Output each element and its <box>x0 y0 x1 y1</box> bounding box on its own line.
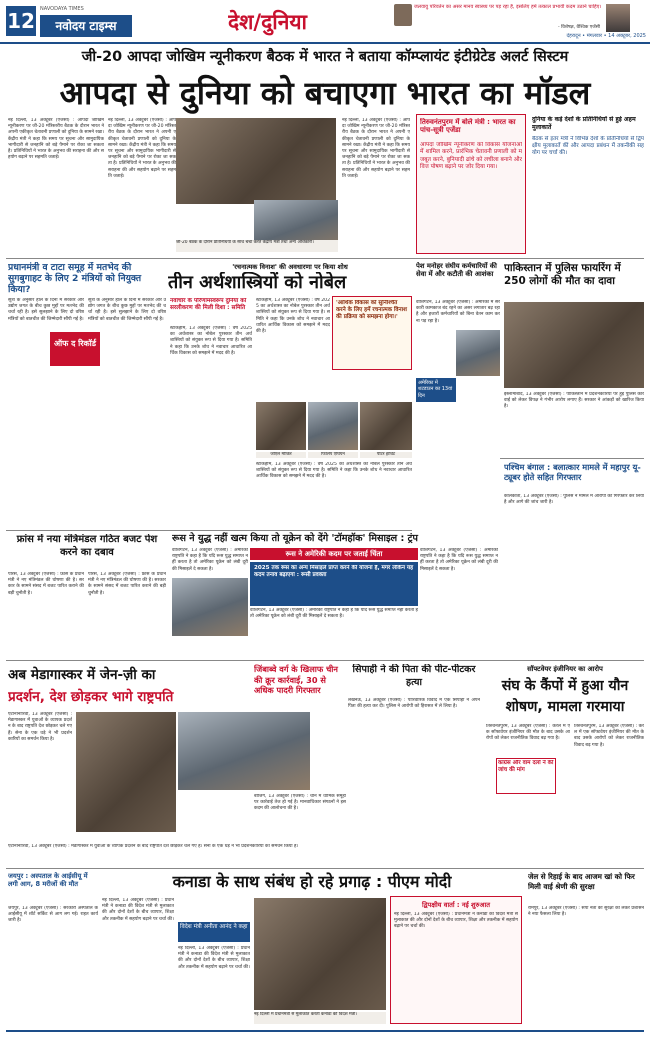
nobel-headline: तीन अर्थशास्त्रियों को नोबेल <box>168 272 347 293</box>
lead-body: नई दिल्ली, 13 अक्टूबर (एजेंसी) : आपदा जोखिम न्यूनीकरण पर जी-20 मंत्रिस्तरीय बैठक के दौरान भारत ने अपनी एकीकृत चेतावनी प्रणाली को दुनिया के सामने रखा। केंद्रीय मंत्री ने कहा कि समय पर सूचना और सामुदायिक भागीदारी से जनहानि को बड़े पैमाने पर रोका जा सकता है। प्रतिनिधियों ने भारत के अनुभव की सराहना की और सहयोग बढ़ाने पर सहमति जताई। <box>8 118 104 161</box>
laureate-name-1: जोएल मोकिर <box>256 452 306 458</box>
bengal-headline: पश्चिम बंगाल : बलात्कार मामले में महापुर यू-ट्यूबर होते सहित गिरफ्तार <box>504 462 641 482</box>
canada-body-2: नई दिल्ली, 13 अक्टूबर (एजेंसी) : प्रधानमंत्री ने कनाडा की विदेश मंत्री से मुलाकात की और दोनों देशों के बीच व्यापार, शिक्षा और तकनीक में सहयोग बढ़ाने पर चर्चा की। <box>178 946 250 970</box>
jaipur-body: जयपुर, 13 अक्टूबर (एजेंसी) : सरकारी अस्पताल के आईसीयू में शॉर्ट सर्किट से आग लग गई। राहत कार्य जारी है। <box>8 906 98 924</box>
laureate-photo-3 <box>360 402 412 450</box>
canada-photo <box>254 898 386 1010</box>
paper-tag: NAVODAYA TIMES <box>40 6 84 12</box>
jail-headline: जेल से रिहाई के बाद आजम खां को फिर मिली वाई श्रेणी की सुरक्षा <box>528 872 635 891</box>
madagascar-body: एंटानानारिवो, 13 अक्टूबर (एजेंसी) : मेडागास्कर में युवाओं के व्यापक प्रदर्शन के बाद राष्ट्रपति देश छोड़कर चले गए हैं। सेना के एक धड़े ने भी प्रदर्शनकारियों का समर्थन किया है। <box>8 712 72 742</box>
divider <box>6 660 644 661</box>
quote-photo <box>606 4 630 32</box>
laureate-photo-1 <box>256 402 306 450</box>
trump-photo <box>172 578 248 636</box>
trump-body-2: वॉशिंगटन, 13 अक्टूबर (एजेंसी) : अमेरिकी राष्ट्रपति ने कहा है कि यदि रूस युद्ध समाप्त नहीं करता है तो अमेरिका यूक्रेन को लंबी दूरी की मिसाइलें दे सकता है। <box>250 608 418 620</box>
section-title: देश/दुनिया <box>228 10 307 34</box>
paper-name: नवोदय टाइम्स <box>40 15 132 37</box>
lead-right-head: दुनिया के कई देशों के प्रतिनिधियों से हुई अहम मुलाकातें <box>532 116 636 131</box>
election-photo <box>456 330 500 376</box>
trump-subhead: रूस ने अमेरिकी कदम पर जताई चिंता <box>250 548 418 560</box>
france-body: पेरिस, 13 अक्टूबर (एजेंसी) : फ्रांस के प्रधानमंत्री ने नए मंत्रिमंडल की घोषणा की है। सरकार के सामने संसद में बजट पारित कराने की बड़ी चुनौती है। <box>8 572 84 596</box>
ladakh-body: सूत्रों के अनुसार हाल के दिनों में सरकार और उद्योग जगत के बीच कुछ मुद्दों पर मतभेद की चर्चा रही है। इसे सुलझाने के लिए दो वरिष्ठ मंत्रियों को बातचीत की जिम्मेदारी सौंपी गई है। <box>8 298 84 322</box>
madagascar-body-2: एंटानानारिवो, 13 अक्टूबर (एजेंसी) : मेडागास्कर में युवाओं के व्यापक प्रदर्शन के बाद राष्ट्रपति देश छोड़कर चले गए हैं। सेना के एक धड़े ने भी प्रदर्शनकारियों का समर्थन किया है। <box>8 844 299 849</box>
jaipur-headline: जयपुर : अस्पताल के आईसीयू में लगी आग, 8 मरीजों की मौत <box>8 872 88 889</box>
lead-right-body: बैठक से इतर मंत्री ने विभिन्न देशों के प्रतिनिधियों से द्विपक्षीय मुलाकातें कीं और आपदा प्रबंधन में तकनीकी सहयोग पर चर्चा की। <box>532 136 644 156</box>
canada-side-head: विदेश मंत्री अनीता आनंद ने कहा <box>178 922 250 942</box>
election-tag: अमेरिका में शटडाउन का 13वां दिन <box>416 378 456 402</box>
masthead <box>0 0 650 44</box>
madagascar-head-2-text: प्रदर्शन, देश छोड़कर भागे राष्ट्रपति <box>8 689 174 705</box>
trump-headline: रूस ने युद्ध नहीं खत्म किया तो यूक्रेन को देंगे 'टॉमहॉक' मिसाइल : ट्रंप <box>172 533 418 544</box>
murder-headline: सिपाही ने की पिता की पीट-पीटकर हत्या <box>352 664 476 688</box>
quote-avatar <box>394 4 412 26</box>
lead-kicker: जी-20 आपदा जोखिम न्यूनीकरण बैठक में भारत ने बताया कॉम्प्लायंट इंटीग्रेटेड अलर्ट सिस्टम <box>81 49 569 65</box>
trump-body-3: वॉशिंगटन, 13 अक्टूबर (एजेंसी) : अमेरिकी राष्ट्रपति ने कहा है कि यदि रूस युद्ध समाप्त नहीं करता है तो अमेरिका यूक्रेन को लंबी दूरी की मिसाइलें दे सकता है। <box>420 548 498 572</box>
lead-body-3: नई दिल्ली, 13 अक्टूबर (एजेंसी) : आपदा जोखिम न्यूनीकरण पर जी-20 मंत्रिस्तरीय बैठक के दौरान भारत ने अपनी एकीकृत चेतावनी प्रणाली को दुनिया के सामने रखा। केंद्रीय मंत्री ने कहा कि समय पर सूचना और सामुदायिक भागीदारी से जनहानि को बड़े पैमाने पर रोका जा सकता है। प्रतिनिधियों ने भारत के अनुभव की सराहना की और सहयोग बढ़ाने पर सहमति जताई। <box>342 118 410 179</box>
divider <box>6 530 412 531</box>
china-body: बीजिंग, 13 अक्टूबर (एजेंसी) : चीन में धार्मिक समूहों पर कार्रवाई तेज हो गई है। मानवाधिकार संगठनों ने इस कदम की आलोचना की है। <box>254 794 346 812</box>
trump-callout: 2025 तक रूस का अन्य मिसाइलें प्राप्त करने की योजना है, मगर लेकिन यह कदम तनाव बढ़ाएगा : रूसी प्रवक्ता <box>254 565 414 579</box>
madagascar-photo-2 <box>178 712 310 790</box>
laureate-photo-2 <box>308 402 358 450</box>
nobel-subhead: नवाचार के परिणामस्वरूप दुनिया को सरलीकरण की मिली दिशा : समिति <box>170 298 247 312</box>
france-body-2: पेरिस, 13 अक्टूबर (एजेंसी) : फ्रांस के प्रधानमंत्री ने नए मंत्रिमंडल की घोषणा की है। सरकार के सामने संसद में बजट पारित कराने की बड़ी चुनौती है। <box>88 572 166 596</box>
nobel-body-2: स्टॉकहोम, 13 अक्टूबर (एजेंसी) : वर्ष 2025 का अर्थशास्त्र का नोबेल पुरस्कार तीन अर्थशास्त्रियों को संयुक्त रूप से दिया गया है। समिति ने कहा कि उनके शोध ने नवाचार आधारित आर्थिक विकास को समझने में मदद की है। <box>256 298 330 335</box>
off-record-badge: ऑफ द रिकॉर्ड <box>50 332 100 366</box>
quote-author: - विशेषज्ञ, वैश्विक एजेंसी <box>558 25 600 30</box>
lead-sidebar-head: तिरुवनंतपुरम में बोले मंत्री : भारत का पांच-सूत्री एजेंडा <box>420 118 516 134</box>
madagascar-photo <box>76 712 176 832</box>
nobel-quote: 'आर्थिक विकास को सुनिश्चित करने के लिए हमें रचनात्मक विनाश की प्रक्रिया को समझना होगा।' <box>336 300 407 321</box>
divider <box>500 458 644 459</box>
nobel-body: स्टॉकहोम, 13 अक्टूबर (एजेंसी) : वर्ष 2025 का अर्थशास्त्र का नोबेल पुरस्कार तीन अर्थशास्त्रियों को संयुक्त रूप से दिया गया है। समिति ने कहा कि उनके शोध ने नवाचार आधारित आर्थिक विकास को समझने में मदद की है। <box>170 326 252 356</box>
rss-kicker: सॉफ्टवेयर इंजीनियर का आरोप <box>527 665 603 673</box>
bottom-rule <box>6 1030 644 1032</box>
madagascar-head-1: अब मेडागास्कर में जेन-ज़ी का <box>8 667 156 683</box>
canada-body: नई दिल्ली, 13 अक्टूबर (एजेंसी) : प्रधानमंत्री ने कनाडा की विदेश मंत्री से मुलाकात की और दोनों देशों के बीच व्यापार, शिक्षा और तकनीक में सहयोग बढ़ाने पर चर्चा की। <box>102 898 174 922</box>
canada-box-body: नई दिल्ली, 13 अक्टूबर (एजेंसी) : प्रधानमंत्री ने कनाडा की विदेश मंत्री से मुलाकात की और दोनों देशों के बीच व्यापार, शिक्षा और तकनीक में सहयोग बढ़ाने पर चर्चा की। <box>394 912 518 930</box>
pakistan-body: इस्लामाबाद, 13 अक्टूबर (एजेंसी) : पाकिस्तान में प्रदर्शनकारियों पर हुई पुलिस कार्रवाई को लेकर विपक्ष ने गंभीर आरोप लगाए हैं। सरकार ने आंकड़ों को खारिज किया है। <box>504 392 644 410</box>
laureate-name-3: पीटर हॉविट <box>360 452 412 458</box>
canada-caption: नई दिल्ली में प्रधानमंत्री से मुलाकात करतीं कनाडा की विदेश मंत्री। <box>254 1012 386 1024</box>
ladakh-headline: प्रधानमंत्री व टाटा समूह में मतभेद की सुगबुगाहट के लिए 2 मंत्रियों को नियुक्त किया? <box>8 262 142 294</box>
divider <box>6 258 644 259</box>
lead-headline: आपदा से दुनिया को बचाएगा भारत का मॉडल <box>59 74 591 112</box>
rss-body-2: तिरुवनंतपुरम, 13 अक्टूबर (एजेंसी) : केरल में एक सॉफ्टवेयर इंजीनियर की मौत के बाद उसके आरोपों को लेकर राजनीतिक विवाद बढ़ गया है। <box>574 724 644 748</box>
trump-body: वॉशिंगटन, 13 अक्टूबर (एजेंसी) : अमेरिकी राष्ट्रपति ने कहा है कि यदि रूस युद्ध समाप्त नहीं करता है तो अमेरिका यूक्रेन को लंबी दूरी की मिसाइलें दे सकता है। <box>172 548 248 572</box>
nobel-kicker: 'रचनात्मक विनाश' की अवधारणा पर किया शोध <box>232 263 348 271</box>
pakistan-photo <box>504 302 644 388</box>
dateline: देहरादून • मंगलवार • 14 अक्टूबर, 2025 <box>566 33 646 39</box>
page-number: 12 <box>6 6 36 36</box>
canada-headline: कनाडा के साथ संबंध हो रहे प्रगाढ़ : पीएम मोदी <box>172 872 452 891</box>
canada-box-head: द्विपक्षीय वार्ता : नई शुरुआत <box>422 901 490 909</box>
lead-photo <box>176 118 336 204</box>
lead-caption: जी-20 बैठक के दौरान प्रतिनिधियों के साथ चर्चा करते केंद्रीय मंत्री तथा अन्य अधिकारी। <box>176 240 338 252</box>
lead-body-2: नई दिल्ली, 13 अक्टूबर (एजेंसी) : आपदा जोखिम न्यूनीकरण पर जी-20 मंत्रिस्तरीय बैठक के दौरान भारत ने अपनी एकीकृत चेतावनी प्रणाली को दुनिया के सामने रखा। केंद्रीय मंत्री ने कहा कि समय पर सूचना और सामुदायिक भागीदारी से जनहानि को बड़े पैमाने पर रोका जा सकता है। प्रतिनिधियों ने भारत के अनुभव की सराहना की और सहयोग बढ़ाने पर सहमति जताई। <box>108 118 176 179</box>
murder-body: लखनऊ, 13 अक्टूबर (एजेंसी) : पारिवारिक विवाद में एक सिपाही ने अपने पिता की हत्या कर दी। पुलिस ने आरोपी को हिरासत में ले लिया है। <box>348 698 480 710</box>
lead-sidebar-body: आपदा जोखिम न्यूनीकरण को विकास योजनाओं में शामिल करने, प्रारंभिक चेतावनी प्रणाली को मजबूत करने, बुनियादी ढांचे को लचीला बनाने और वित्त पोषण बढ़ाने पर जोर दिया गया। <box>420 142 522 171</box>
bengal-body: कोलकाता, 13 अक्टूबर (एजेंसी) : पुलिस ने मामले में आरोपी को गिरफ्तार कर लिया है और आगे की जांच जारी है। <box>504 494 644 506</box>
ladakh-body-2: सूत्रों के अनुसार हाल के दिनों में सरकार और उद्योग जगत के बीच कुछ मुद्दों पर मतभेद की चर्चा रही है। इसे सुलझाने के लिए दो वरिष्ठ मंत्रियों को बातचीत की जिम्मेदारी सौंपी गई है। <box>88 298 166 322</box>
france-headline: फ्रांस में नया मंत्रिमंडल गठित बजट पेश करने का दबाव <box>16 534 158 558</box>
nobel-body-3: स्टॉकहोम, 13 अक्टूबर (एजेंसी) : वर्ष 2025 का अर्थशास्त्र का नोबेल पुरस्कार तीन अर्थशास्त्रियों को संयुक्त रूप से दिया गया है। समिति ने कहा कि उनके शोध ने नवाचार आधारित आर्थिक विकास को समझने में मदद की है। <box>256 462 412 480</box>
election-body: वॉशिंगटन, 13 अक्टूबर (एजेंसी) : अमेरिका में सरकारी कामकाज बंद रहने का असर लगातार बढ़ रहा है और हजारों कर्मचारियों को बिना वेतन काम करना पड़ रहा है। <box>416 300 500 324</box>
rss-box-text: कांग्रेस और वाम दलों ने की जांच की मांग <box>498 760 554 774</box>
laureate-name-2: फिलिप एघियन <box>308 452 358 458</box>
jail-body: रामपुर, 13 अक्टूबर (एजेंसी) : सपा नेता की सुरक्षा को लेकर प्रशासन ने नया फैसला लिया है। <box>528 906 644 918</box>
header-quote: जलवायु परिवर्तन का असर मानव स्वास्थ्य पर पड़ रहा है, इसलिए हमें तत्काल प्रभावी कदम उठाने चाहिए। <box>414 4 602 10</box>
pakistan-headline: पाकिस्तान में पुलिस फायरिंग में 250 लोगों की मौत का दावा <box>504 262 621 287</box>
china-headline: जिंबाब्वे वर्ग के खिलाफ चीन की क्रूर कार्रवाई, 30 से अधिक पादरी गिरफ्तार <box>254 664 338 696</box>
rss-body: तिरुवनंतपुरम, 13 अक्टूबर (एजेंसी) : केरल में एक सॉफ्टवेयर इंजीनियर की मौत के बाद उसके आरोपों को लेकर राजनीतिक विवाद बढ़ गया है। <box>486 724 570 742</box>
rss-headline: संघ के कैंपों में हुआ यौन शोषण, मामला गरमाया <box>501 678 629 715</box>
election-headline: पेश मनोहर संघीय कर्मचारियों की सेवा में और कटौती की आशंका <box>416 262 497 279</box>
divider <box>6 868 644 869</box>
